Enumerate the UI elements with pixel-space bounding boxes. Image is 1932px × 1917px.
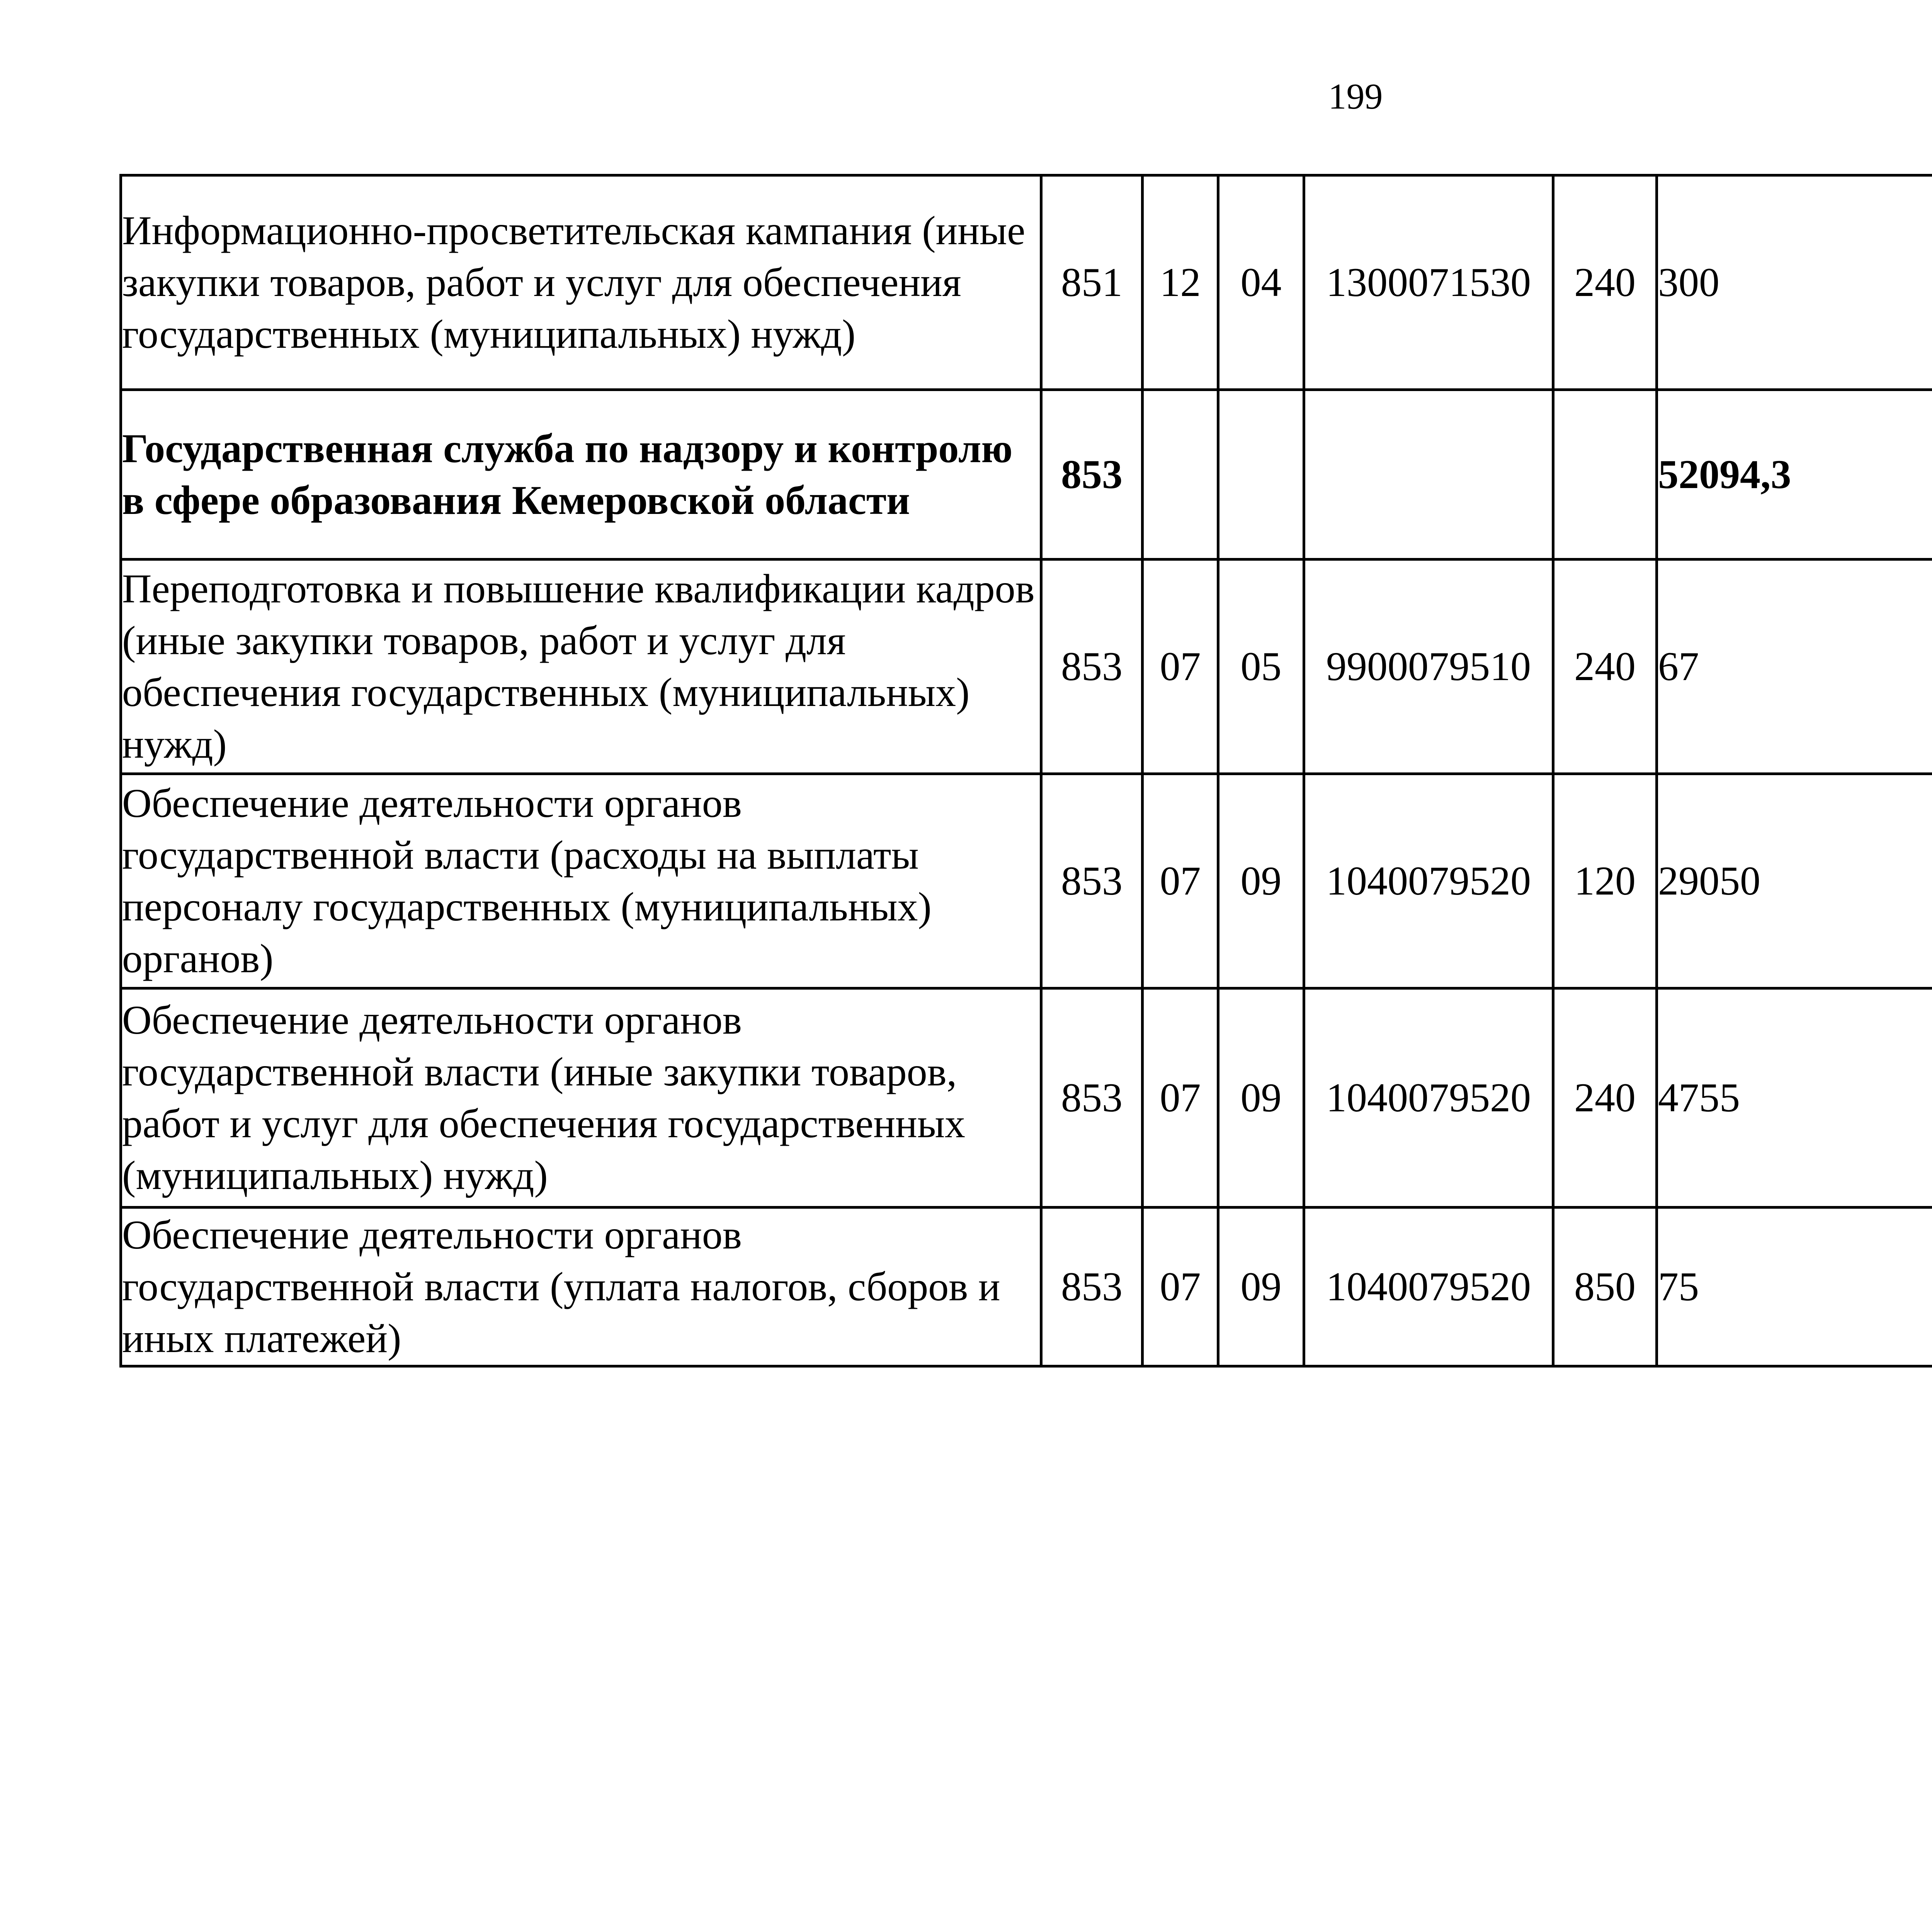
expense-type-code-cell: 240 — [1553, 560, 1657, 774]
target-article-code-cell: 1040079520 — [1304, 988, 1553, 1208]
table-row — [121, 390, 1932, 560]
section-code-cell: 07 — [1143, 988, 1218, 1208]
expense-type-code-cell — [1553, 390, 1657, 560]
subsection-code-cell: 05 — [1218, 560, 1304, 774]
ministry-code-cell: 853 — [1041, 988, 1143, 1208]
expense-type-code-cell: 240 — [1553, 175, 1657, 390]
amount-year-1-cell: 4755 — [1657, 988, 1932, 1208]
target-article-code-cell: 1040079520 — [1304, 1208, 1553, 1366]
expense-type-code-cell: 240 — [1553, 988, 1657, 1208]
amount-year-1-cell: 300 — [1657, 175, 1932, 390]
expense-name-cell: Обеспечение деятельности органов государственной власти (расходы на выплаты персоналу государственных (муниципальных) органов) — [121, 774, 1041, 988]
page-number: 199 — [1328, 77, 1383, 117]
amount-year-1-cell: 67 — [1657, 560, 1932, 774]
table-row — [121, 560, 1932, 774]
expense-name-cell: Обеспечение деятельности органов государственной власти (иные закупки товаров, работ и услуг для обеспечения государственных (муниципальных) нужд) — [121, 988, 1041, 1208]
ministry-code-cell: 851 — [1041, 175, 1143, 390]
expense-name-cell: Информационно-просветительская кампания (иные закупки товаров, работ и услуг для обеспечения государственных (муниципальных) нужд) — [121, 175, 1041, 390]
ministry-code-cell: 853 — [1041, 560, 1143, 774]
amount-year-1-cell: 75 — [1657, 1208, 1932, 1366]
expense-type-code-cell: 850 — [1553, 1208, 1657, 1366]
expense-name-cell: Переподготовка и повышение квалификации кадров (иные закупки товаров, работ и услуг для обеспечения государственных (муниципальных) нужд) — [121, 560, 1041, 774]
table-row — [121, 774, 1932, 988]
subsection-code-cell: 09 — [1218, 774, 1304, 988]
table-row — [121, 988, 1932, 1208]
section-code-cell: 07 — [1143, 774, 1218, 988]
target-article-code-cell: 1300071530 — [1304, 175, 1553, 390]
section-code-cell: 07 — [1143, 560, 1218, 774]
budget-table — [119, 174, 1932, 1368]
target-article-code-cell: 1040079520 — [1304, 774, 1553, 988]
section-code-cell — [1143, 390, 1218, 560]
amount-year-1-cell: 52094,3 — [1657, 390, 1932, 560]
expense-type-code-cell: 120 — [1553, 774, 1657, 988]
subsection-code-cell: 09 — [1218, 1208, 1304, 1366]
expense-name-cell: Государственная служба по надзору и контролю в сфере образования Кемеровской области — [121, 390, 1041, 560]
section-code-cell: 07 — [1143, 1208, 1218, 1366]
ministry-code-cell: 853 — [1041, 1208, 1143, 1366]
subsection-code-cell: 04 — [1218, 175, 1304, 390]
subsection-code-cell — [1218, 390, 1304, 560]
subsection-code-cell: 09 — [1218, 988, 1304, 1208]
expense-name-cell: Обеспечение деятельности органов государственной власти (уплата налогов, сборов и иных платежей) — [121, 1208, 1041, 1366]
amount-year-1-cell: 29050 — [1657, 774, 1932, 988]
target-article-code-cell: 9900079510 — [1304, 560, 1553, 774]
section-code-cell: 12 — [1143, 175, 1218, 390]
ministry-code-cell: 853 — [1041, 390, 1143, 560]
target-article-code-cell — [1304, 390, 1553, 560]
table-row — [121, 175, 1932, 390]
table-row — [121, 1208, 1932, 1366]
ministry-code-cell: 853 — [1041, 774, 1143, 988]
